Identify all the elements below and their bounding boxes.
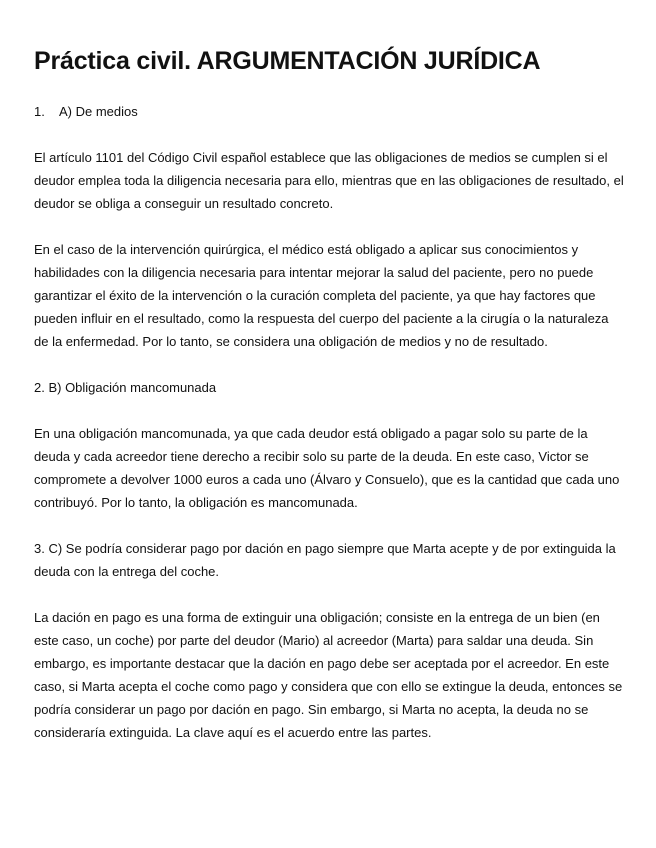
- section-a-paragraph-1: El artículo 1101 del Código Civil español establece que las obligaciones de medios se cumplen si el deudor emplea toda la diligencia necesaria para ello, mientras que en las obligaciones de resultado, el deudor se obliga a conseguir un resultado concreto.: [34, 150, 624, 211]
- section-a-paragraph-2: En el caso de la intervención quirúrgica, el médico está obligado a aplicar sus conocimientos y habilidades con la diligencia necesaria para intentar mejorar la salud del paciente, pero no puede garantizar el éxito de la intervención o la curación completa del paciente, ya que hay factores que pueden influir en el resultado, como la respuesta del cuerpo del paciente a la cirugía o la naturaleza de la enfermedad. Por lo tanto, se considera una obligación de medios y no de resultado.: [34, 242, 609, 349]
- section-b-paragraph-1: En una obligación mancomunada, ya que cada deudor está obligado a pagar solo su parte de la deuda y cada acreedor tiene derecho a recibir solo su parte de la deuda. En este caso, Victor se compromete a devolver 1000 euros a cada uno (Álvaro y Consuelo), que es la cantidad que cada uno contribuyó. Por lo tanto, la obligación es mancomunada.: [34, 426, 620, 510]
- section-a-heading-text: A) De medios: [59, 104, 138, 119]
- section-b-heading: 2. B) Obligación mancomunada: [34, 380, 217, 395]
- document-title: Práctica civil. ARGUMENTACIÓN JURÍDICA: [34, 47, 541, 75]
- section-c-paragraph-1: La dación en pago es una forma de extinguir una obligación; consiste en la entrega de un bien (en este caso, un coche) por parte del deudor (Mario) al acreedor (Marta) para saldar una deuda. Sin embargo, es importante destacar que la dación en pago debe ser aceptada por el acreedor. En este caso, si Marta acepta el coche como pago y considera que con ello se extingue la deuda, entonces se podría considerar un pago por dación en pago. Sin embargo, si Marta no acepta, la deuda no se consideraría extinguida. La clave aquí es el acuerdo entre las partes.: [34, 610, 623, 740]
- section-a-heading: [34, 100, 624, 123]
- section-c-heading: 3. C) Se podría considerar pago por dación en pago siempre que Marta acepte y de por extinguida la deuda con la entrega del coche.: [34, 541, 616, 579]
- section-a-number: 1.: [34, 104, 45, 119]
- document-page: [34, 44, 624, 767]
